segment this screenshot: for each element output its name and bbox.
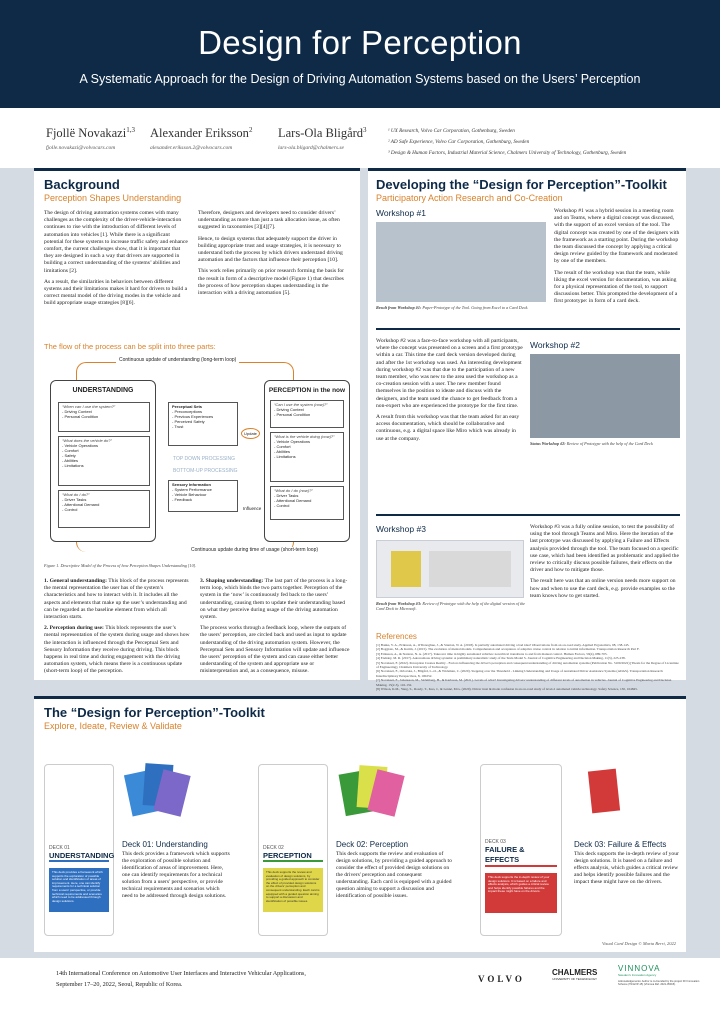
toolkit-subtitle: Explore, Ideate, Review & Validate <box>44 721 182 731</box>
author-2 <box>150 126 252 151</box>
deck-3-description <box>574 840 682 886</box>
paragraph: The result here was that an online version needs more support on how and when to use the card deck, e.g. provide examples so the team knows how to get started. <box>530 578 676 599</box>
p-use-box <box>270 400 344 428</box>
author-3-name: Lars-Ola Bligård <box>278 126 364 141</box>
deck-1-text: This deck provides a framework which supports the exploration of possible solution and identification of areas of improvement. Here, one can identify requirements for a technical solution from a users' perspective, or provide technical requirements and scenarios which need to be addressed through design solutions. <box>122 851 230 899</box>
perception-heading: PERCEPTION in the now <box>268 387 346 394</box>
reference-item: [6] Novakazi, F., Orlovska, J., Bligård, L.-O., & Wickman, C. (2020). Stepping over the Threshold - Linking Understanding and Usage of Automated Driver Assistance Systems (ADAS). Transportation Research Interdisciplinary Perspectives, 8, 100252. <box>376 669 663 678</box>
affiliation-1: ¹ UX Research, Volvo Car Corporation, Gothenburg, Sweden <box>388 128 515 134</box>
poster-subtitle: A Systematic Approach for the Design of Driving Automation Systems based on the Users’ Perception <box>79 72 641 86</box>
reference-item: [5] Novakazi, F. (2022). Perception Creates Reality - Factors influencing the driver's perception and consequent understanding of driving automation systems (Publication No. 5100/2022) [Thesis for the Degree of Licentiate of Engineering]. Chalmers University of Technology. <box>376 660 679 670</box>
background-col2 <box>198 210 348 301</box>
references-title: References <box>376 632 417 641</box>
divider <box>376 328 680 330</box>
paragraph: Workshop #1 was a hybrid session in a meeting room and on Teams, where a digital concept was discussed, with the support of an excel version of the tool. The digital concept was created by one of the designers with the framework as a starting point. During the workshop the team discussed the concept by applying a critical design review guided by the framework and moderated by one of the members. <box>554 208 680 265</box>
item: - Control <box>274 503 290 508</box>
item: - Attentional Demand <box>274 498 312 503</box>
figure-caption: Figure 1. Descriptive Model of the Process of how Perception Shapes Understanding [10]. <box>44 563 197 568</box>
list-item <box>44 578 192 621</box>
caption-text: Review of Prototype with the help of the Card Deck <box>565 441 653 446</box>
workshop-3-screenshot <box>376 540 524 598</box>
toolkit-title: The “Design for Perception”-Toolkit <box>44 705 265 720</box>
reference-item: [4] Endsley, M. R. (2017). Autonomous driving systems: A preliminary naturalistic study of the Tesla Model S. Journal of Cognitive Engineering and Decision Making, 11(3), 225-238. <box>376 656 626 661</box>
footer <box>0 958 720 1012</box>
workshop-3-label: Workshop #3 <box>376 524 426 534</box>
deck-2-card-fan <box>342 764 402 848</box>
sensory-heading: Sensory Information <box>172 482 211 487</box>
workshop-1-caption <box>376 305 548 310</box>
sticky-notes <box>391 551 421 587</box>
item: - Driver Tasks <box>274 493 299 498</box>
deck-1-blurb: This deck provides a framework which supports the exploration of possible solution and identification of areas of improvement. Here, one can identify requirements for a technical solution from a users' perspective, or provide technical requirements and scenarios which need to be addressed through design solutions. <box>49 868 109 912</box>
acknowledgement: Acknowledgements: Author is co-founded by the project FFI Innovation Scheme (TR-EXP-15) (Vinnova Ref. 2021-05015). <box>618 980 700 987</box>
deck-2-description <box>336 840 454 900</box>
list-num: 3. <box>200 578 205 584</box>
deck-2-text: This deck supports the review and evaluation of design solutions, by providing a guided approach to consider the effect of provided design solutions on the drivers' perception and consequent understanding. Each card is equipped with a guided question aiming to support a discussion and identification of possible issues. <box>336 851 452 899</box>
item: - Personal Condition <box>62 414 99 419</box>
deck-3-card-fan <box>590 770 630 830</box>
deck-3-text: This deck supports the in-depth review of your design solutions. It is based on a failure and effects analysis, which guides a critical review and helps identify possible failures and the impact these might have on the drivers. <box>574 851 679 885</box>
top-down-label: TOP DOWN PROCESSING <box>173 456 236 462</box>
deck-2-card <box>258 764 328 936</box>
developing-section <box>368 168 686 692</box>
caption-text: Review of Prototype with the help of the digital version of the Card Deck in Microsoft. <box>376 601 526 611</box>
list-title: General understanding: <box>49 578 107 584</box>
background-subtitle: Perception Shapes Understanding <box>44 193 182 203</box>
poster-header <box>0 0 720 108</box>
conference-name: 14th International Conference on Automotive User Interfaces and Interactive Vehicular Applications, <box>56 970 306 977</box>
deck-2-name: PERCEPTION <box>263 851 323 862</box>
caption-bold: Result from Workshop #3: <box>376 601 422 606</box>
author-1-sup: 1,3 <box>126 126 135 134</box>
developing-subtitle: Participatory Action Research and Co-Creation <box>376 193 563 203</box>
deck-1 <box>44 764 230 940</box>
credit: Visual Card Design © Marta Berri, 2022 <box>601 941 676 946</box>
author-bar <box>0 118 720 168</box>
divider <box>368 168 686 171</box>
workshop-2-photo <box>530 354 680 438</box>
driver-box <box>58 490 150 528</box>
background-title: Background <box>44 177 120 192</box>
affiliation-2: ² AD Safe Experience, Volvo Car Corporation, Gothenburg, Sweden <box>388 139 530 145</box>
deck-1-card-fan <box>128 764 188 848</box>
workshop-3-caption <box>376 601 526 611</box>
paragraph: The result of the workshop was that the team, while liking the excel version for documentation, was asking for a physical representation of the tool, to support discussions better. This prompted the development of a first prototype: in form of a card deck. <box>554 269 678 305</box>
paragraph: Hence, to design systems that adequately support the driver in building appropriate trust and usage strategies, it is necessary to understand both the process by which drivers understand driving automation and the factors that influence their perception [10]. <box>198 235 343 264</box>
reference-item: [8] Wilson, K.M., Yang, S., Roady, T., Kuo, J., & Lenné, M.G. (2020). Driver trust & mode confusion in an on-road study of level-2 automated vehicle technology. Safety Science, 130, 104845. <box>376 687 638 692</box>
caption-text: Paper-Prototype of the Tool. Going from Excel to a Card Deck. <box>421 305 529 310</box>
workshop-2-caption <box>530 441 680 446</box>
item: - Feedback <box>172 497 193 502</box>
process-list-2 <box>200 578 350 680</box>
deck-3-name: FAILURE & EFFECTS <box>485 845 557 867</box>
paragraph: The design of driving automation systems comes with many challenges as the complexity of the driver-vehicle-interaction continues to rise with the introduction of different levels of automation into vehicles [1]. While there is a significant potential for these systems to increase traffic safety and enhance comfort, the current challenges show, that it is important that they are designed in such a way that drivers are supported in building a correct understanding of the systems’ abilities and limitations [2]. <box>44 210 188 274</box>
list-title: Shaping understanding: <box>205 578 264 584</box>
paragraph: Therefore, designers and developers need to consider drivers’ understanding as more than just a task allocation issue, as often suggested in taxonomies [3][4][7]. <box>198 210 340 231</box>
background-section <box>34 168 360 680</box>
divider <box>34 168 360 171</box>
item: - System Performance <box>172 487 212 492</box>
workshop-3-text <box>530 524 680 604</box>
item: - Attentional Demand <box>62 502 100 507</box>
deck-2-num: DECK 02 <box>263 845 284 851</box>
item: - Control <box>62 507 78 512</box>
perceptual-sets-box <box>168 402 238 446</box>
miro-board <box>429 551 511 587</box>
question: “When can I use the system?” <box>62 404 116 409</box>
deck-1-name: UNDERSTANDING <box>49 851 115 860</box>
author-3 <box>278 126 367 151</box>
list-text: This block represents the user’s mental representation of the system during usage and shows how the interaction is influenced through the Perceptual Sets and Sensory Information they receive during driving. This block happens in real time and during engagement with the driving automation system, which means there is a continuous update (short-term loop) of the perception. <box>44 625 190 675</box>
deck-2 <box>258 764 452 940</box>
poster-title: Design for Perception <box>198 24 522 61</box>
developing-title: Developing the “Design for Perception”-Toolkit <box>376 177 667 192</box>
deck-1-card <box>44 764 114 936</box>
workshop-1-label: Workshop #1 <box>376 208 426 218</box>
perceptual-sets-heading: Perceptual Sets <box>172 404 203 409</box>
item: - Abilities <box>274 449 291 454</box>
item: - Vehicle Operations <box>62 443 99 448</box>
deck-3-blurb: This deck supports the in-depth review of your design solutions. It is based on a failure and effects analysis, which guides a critical review and helps identify possible failures and the impact these might have on the drivers. <box>485 873 557 913</box>
process-list-1 <box>44 578 192 680</box>
author-3-sup: 3 <box>363 126 367 134</box>
item: - Trust <box>172 424 184 429</box>
question: “Can I use the system (now)?” <box>274 402 328 407</box>
conference-info <box>56 968 306 990</box>
volvo-logo: VOLVO <box>478 974 525 984</box>
item: - Comfort <box>274 444 291 449</box>
list-title: Perception during use: <box>49 625 104 632</box>
background-col1 <box>44 210 190 312</box>
item: - Driving Context <box>274 407 304 412</box>
item: - Driving Context <box>62 409 92 414</box>
deck-1-description <box>122 840 230 900</box>
deck-2-title: Deck 02: Perception <box>336 840 409 849</box>
deck-3-card <box>480 764 562 936</box>
chalmers-wordmark: CHALMERS <box>552 968 598 977</box>
bottom-up-label: BOTTOM-UP PROCESSING <box>173 468 238 474</box>
chalmers-logo <box>552 968 597 981</box>
affiliations <box>388 126 626 159</box>
p-driver-box <box>270 486 344 520</box>
short-loop-label: Continuous update during time of usage (short-term loop) <box>188 547 321 553</box>
item: - Preconceptions <box>172 409 203 414</box>
list-num: 2. <box>44 625 49 632</box>
update-node: Update <box>241 428 260 439</box>
paragraph: The process works through a feedback loop, where the outputs of the users’ perception, are circled back and used as input to update understanding of the driving automation system. However, the Perceptual Sets and Sensory Information will update and influence the users’ perception of the system and can cause either better understanding of the system and appropriate use or misinterpretation and, as a consequence, misuse. <box>200 625 350 675</box>
author-2-name: Alexander Eriksson <box>150 126 249 141</box>
item: - Abilities <box>62 458 79 463</box>
flow-heading: The flow of the process can be split into three parts: <box>44 342 216 351</box>
author-2-sup: 2 <box>248 126 253 134</box>
deck-3-num: DECK 03 <box>485 839 506 845</box>
workshop-2-label: Workshop #2 <box>530 340 580 350</box>
workshop-2-text <box>376 338 524 447</box>
list-num: 1. <box>44 578 49 584</box>
process-model-figure <box>38 356 356 560</box>
item: - Safety <box>62 453 76 458</box>
deck-3 <box>480 764 679 940</box>
divider <box>376 514 680 516</box>
list-item <box>44 625 192 675</box>
workshop-1-text <box>554 208 680 310</box>
sensory-info-box <box>168 480 238 512</box>
author-2-email[interactable]: alexander.eriksson.2@volvocars.com <box>150 145 233 152</box>
paragraph: As a result, the similarities in behaviors between different systems and their limitations makes it hard for drivers to build a correct mental model of the driving modes in the vehicle and build appropriate usage strategies [8][6]. <box>44 278 188 307</box>
vinnova-wordmark: VINNOVA <box>618 964 661 973</box>
author-1 <box>46 126 135 151</box>
paragraph: A result from this workshop was that the team asked for an easy access documentation, which should be collaborative and continuous, e.g. a digital space like Miro which was already in use at the company. <box>376 414 520 442</box>
vehicle-box <box>58 436 150 486</box>
reference-item: [1] Banks, V. A., Eriksson, A., O'Donoghue, J., & Stanton, N. A. (2018). Is partially automated driving a bad idea? Observations from an on-road study. Applied Ergonomics, 68, 138-145. <box>376 643 630 647</box>
long-loop-label: Continuous update of understanding (long-term loop) <box>116 357 239 363</box>
author-1-email[interactable]: fjolle.novakazi@volvocars.com <box>46 145 116 152</box>
p-vehicle-box <box>270 432 344 482</box>
paragraph: This work relies primarily on prior research forming the basis for the result in form of a descriptive model (Figure 1) that describes the process of how perception shapes understanding in the interaction with a driving automation [5]. <box>198 268 345 297</box>
reference-item: [3] Eriksson, A., & Stanton, N. A. (2017). Takeover time in highly automated vehicles: noncritical transitions to and from manual control. Human Factors, 59(4), 689-705. <box>376 651 608 656</box>
deck-1-title: Deck 01: Understanding <box>122 840 208 849</box>
influence-label: Influence <box>243 506 262 511</box>
deck-3-title: Deck 03: Failure & Effects <box>574 840 667 849</box>
paragraph: Workshop #2 was a face-to-face workshop with all participants, where the concept was presented on a screen and a first prototype within a car. This time the card deck version developed during and after the 1st workshop was used. An interesting development during workshop #2 was that due to the participation of a new team member, who was new to the area used the workshop as a co-creation session with a user. The new member found themselves in the position to ideate and discuss with the designers, and the team used the chance to get feedback from a non-expert who are experienced the prototype for the first time. <box>376 338 523 409</box>
workshop-1-photo <box>376 222 546 302</box>
conference-dates: September 17–20, 2022, Seoul, Republic of Korea. <box>56 981 183 988</box>
author-3-email[interactable]: lars-ola.bligard@chalmers.se <box>278 145 344 152</box>
question: “What do I do?” <box>62 492 90 497</box>
divider <box>34 696 686 699</box>
reference-item: [2] Boggiato, M., & Karim, J. (2015). The evolution of mental models. Comprehension and acceptance of adaptive cruise control in relation to initial information. Transportation Research Part F. <box>376 647 640 652</box>
question: “What does the vehicle do?” <box>62 438 112 443</box>
vinnova-sub: Sweden's Innovation Agency <box>618 973 657 977</box>
item: - Vehicle Operations <box>274 439 311 444</box>
question: “What is the vehicle doing (now)?” <box>274 434 335 439</box>
author-1-name: Fjollë Novakazi <box>46 126 127 141</box>
item: - Vehicle Behaviour <box>172 492 207 497</box>
item: - Previous Experiences <box>172 414 214 419</box>
item: - Limitations <box>62 463 84 468</box>
item: - Limitations <box>274 454 296 459</box>
caption-bold: Result from Workshop #1: <box>376 305 422 310</box>
vinnova-logo <box>618 964 708 986</box>
use-box <box>58 402 150 432</box>
understanding-heading: UNDERSTANDING <box>72 387 134 394</box>
affiliation-3: ³ Design & Human Factors, Industrial Material Science, Chalmers University of Technology, Gothenburg, Sweden <box>388 150 627 156</box>
deck-1-num: DECK 01 <box>49 845 70 851</box>
paragraph: Workshop #3 was a fully online session, to test the possibility of using the tool through Teams and Miro. Here the iteration of the last prototype was discussed by applying a Failure and Effects analysis provided through the tool. The team focused on a specific use case, which had been identified as problematic and applied the review to critically discuss possible failures, their effects on the driver and how to mitigate those. <box>530 524 679 574</box>
item: - Perceived Safety <box>172 419 205 424</box>
chalmers-sub: UNIVERSITY OF TECHNOLOGY <box>552 977 598 981</box>
caption-bold: Status Workshop #2: <box>530 441 566 446</box>
deck-2-blurb: This deck supports the review and evaluation of design solutions, by providing a guided approach to consider the effect of provided design solutions on the drivers' perception and consequent understanding. Each card is equipped with a guided question aiming to support a discussion and identification of possible issues. <box>263 868 323 912</box>
item: - Comfort <box>62 448 79 453</box>
item: - Personal Condition <box>274 412 311 417</box>
references <box>376 632 680 691</box>
list-text: The last part of the process is a long-term loop, which binds the two parts together. Perception of the system in the ‘now’ is continuously fed back to the users’ understanding, causing them to update their understanding based on what they perceive during usage of the driving automation system. <box>200 578 348 621</box>
item: - Driver Tasks <box>62 497 87 502</box>
question: “What do I do (now)?” <box>274 488 313 493</box>
list-item <box>200 578 350 621</box>
list-text: This block of the process represents the mental representation the user has of the system’s characteristics and how to interact with it. It includes all the aspects and elements that make up the user’s understanding and can be regarded as the baseline element from which all interaction starts. <box>44 578 189 621</box>
reference-item: [7] Novakazi, F., Johansson, M., Strömberg, H., & Karlsson, M. (2021). Levels of what? Investigating drivers' understanding of different levels of automation in vehicles. Journal of Cognitive Engineering and Decision Making, 15(2-3), 116-132. <box>376 678 672 687</box>
card <box>588 769 620 814</box>
